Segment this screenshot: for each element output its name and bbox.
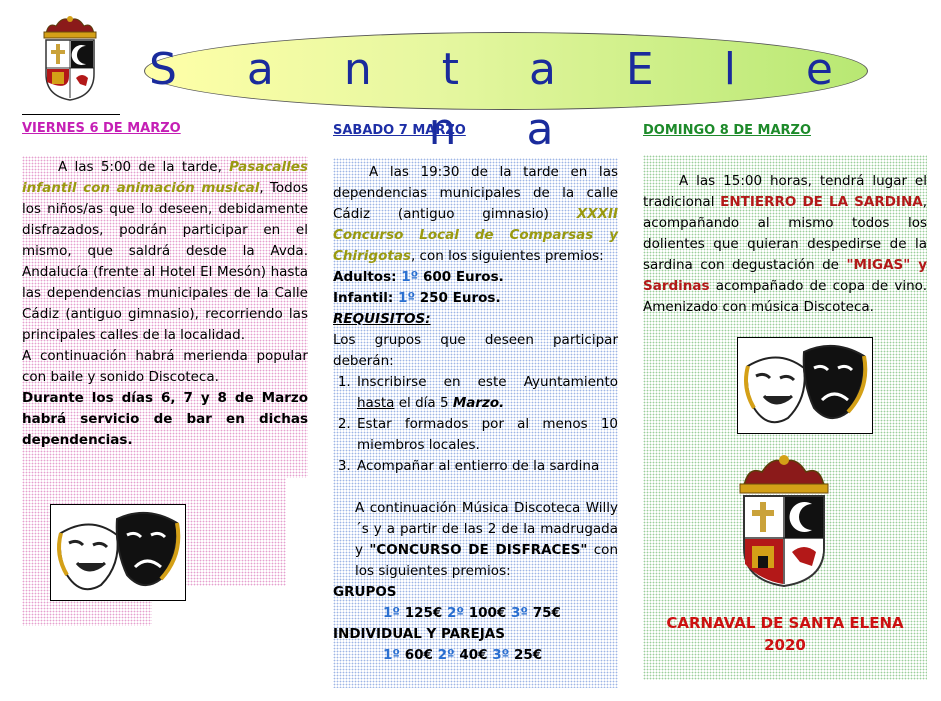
adults-prize: Adultos: 1º 600 Euros. [333,269,504,285]
requirements-intro: Los grupos que deseen participar deberán: [333,332,618,369]
children-prize: Infantil: 1º 250 Euros. [333,290,501,306]
friday-paragraph-3: Durante los días 6, 7 y 8 de Marzo habrá servicio de bar en dichas dependencias. [22,390,308,448]
friday-paragraph-1: A las 5:00 de la tarde, Pasacalles infantil con animación musical, Todos los niños/as que lo deseen, debidamente disfrazados, podrán participar en el mismo, que saldrá desde la Avda. Andalucía (frente al Hotel El Mesón) hasta las dependencias municipales de la Calle Cádiz (antiguo gimnasio), recorriendo las principales calles de la localidad. [22,159,308,343]
friday-paragraph-2: A continuación habrá merienda popular con baile y sonido Discoteca. [22,348,308,385]
coat-of-arms-icon [728,452,840,590]
theatre-masks-icon [737,337,873,434]
friday-text [22,157,308,451]
groups-prizes: 1º 125€ 2º 100€ 3º 75€ [383,605,561,621]
saturday-paragraph-1: A las 19:30 de la tarde en las dependencias municipales de la calle Cádiz (antiguo gimnasio) XXXII Concurso Local de Comparsas y Chirigotas, con los siguientes premios: [333,164,618,264]
event-title [643,612,927,656]
header-rule [22,114,120,115]
event-title-line-2: 2020 [764,636,806,654]
page-title: S a n t a E l e n a [149,44,861,155]
friday-heading: VIERNES 6 DE MARZO [22,121,181,136]
list-item: 3. Acompañar al entierro de la sardina [355,456,618,477]
groups-label: GRUPOS [333,584,397,600]
list-item: 1. Inscribirse en este Ayuntamiento hasta el día 5 Marzo. [355,372,618,414]
theatre-masks-icon [50,504,186,601]
list-item: 2. Estar formados por al menos 10 miembros locales. [355,414,618,456]
individual-prizes: 1º 60€ 2º 40€ 3º 25€ [383,647,543,663]
requirements-heading: REQUISITOS: [333,311,431,327]
coat-of-arms-icon [34,12,106,102]
event-title-line-1: CARNAVAL DE SANTA ELENA [666,614,904,632]
sunday-heading: DOMINGO 8 DE MARZO [643,123,811,138]
sunday-paragraph-1: A las 15:00 horas, tendrá lugar el tradicional ENTIERRO DE LA SARDINA, acompañando al mismo todos los dolientes que quieran despedirse de la sardina con degustación de "MIGAS" y Sardinas acompañado de copa de vino. Amenizado con música Discoteca. [643,173,927,315]
individual-label: INDIVIDUAL Y PAREJAS [333,626,505,642]
sunday-text [643,171,927,318]
saturday-paragraph-2: A continuación Música Discoteca Willy´s y a partir de las 2 de la madrugada y "CONCURSO DE DISFRACES" con los siguientes premios: [355,500,619,579]
requirements-list [333,372,618,477]
saturday-heading: SABADO 7 MARZO [333,123,466,138]
saturday-text [333,162,618,666]
